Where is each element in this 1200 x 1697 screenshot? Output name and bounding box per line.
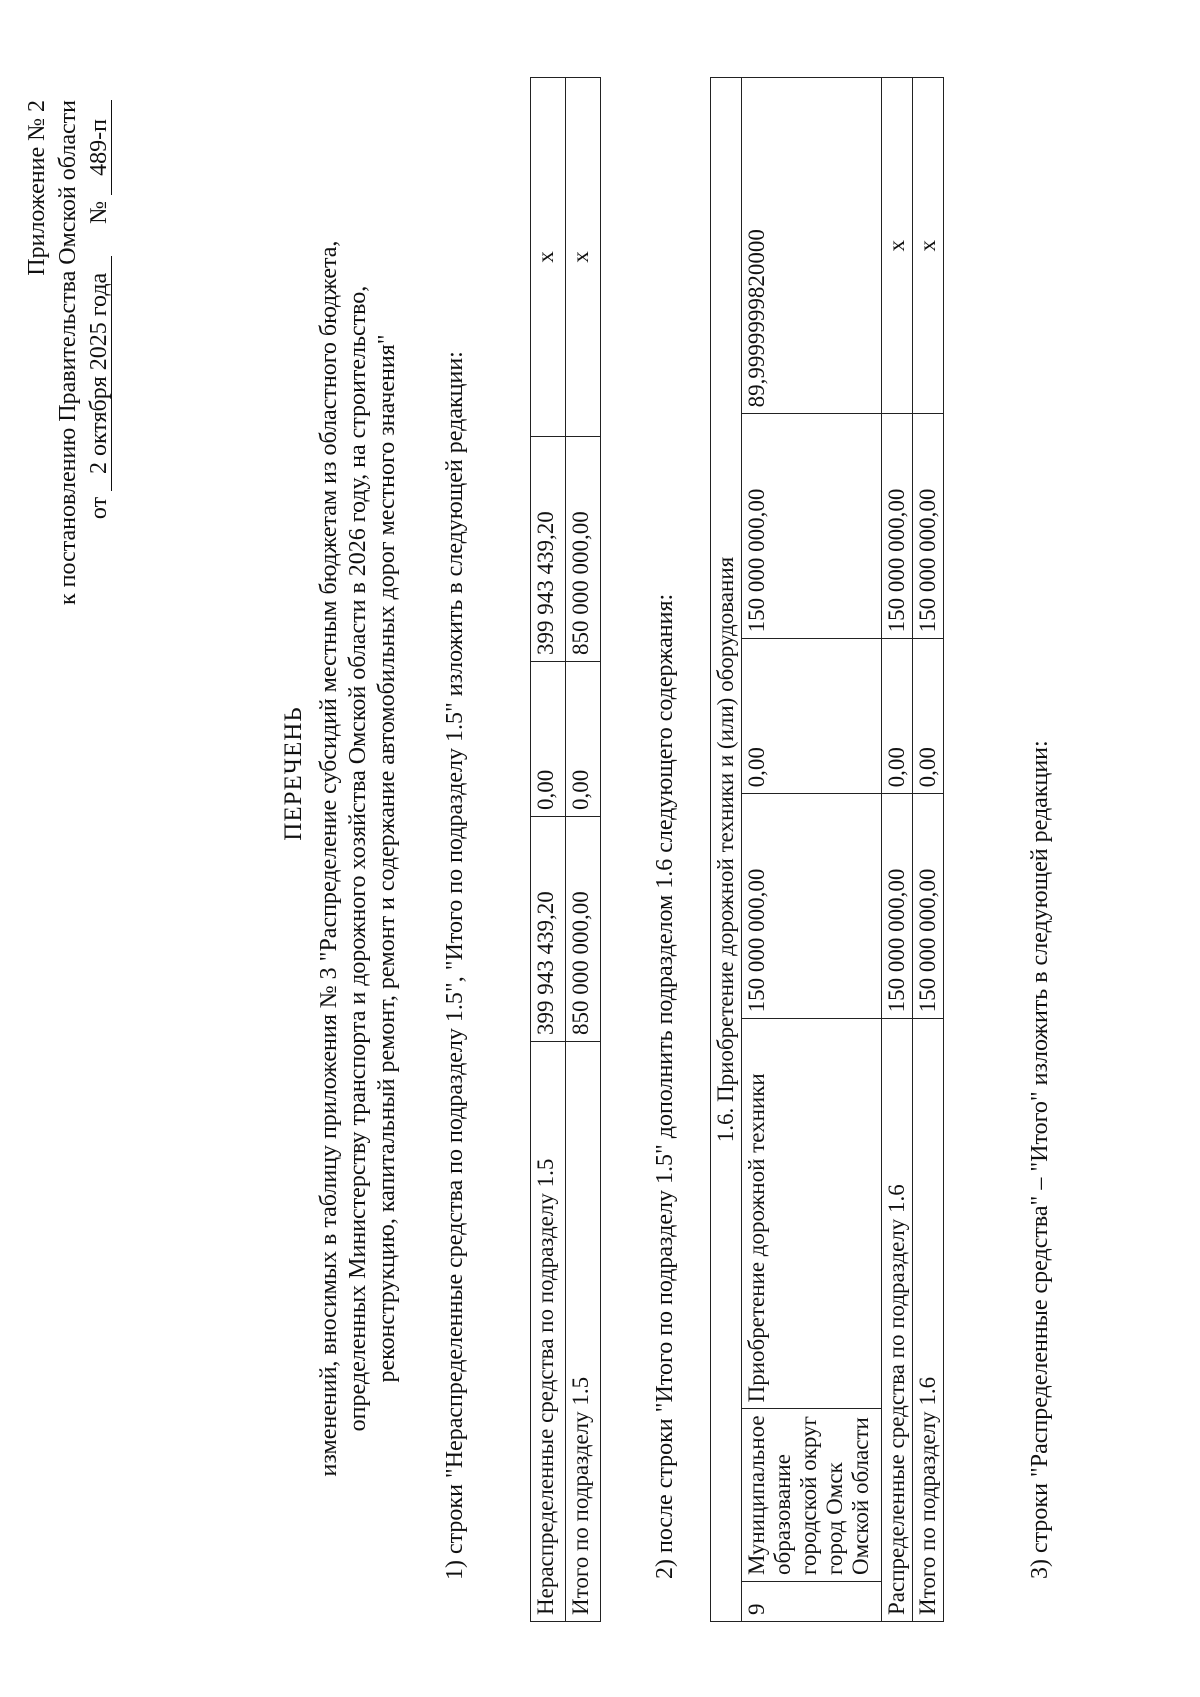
cell-value: 89,9999999820000 (742, 78, 882, 414)
row-label: Итого по подразделу 1.6 (913, 1019, 944, 1622)
cell-value: х (913, 78, 944, 414)
date-number-line (84, 100, 115, 605)
cell-value: 399 943 439,20 (531, 817, 566, 1042)
cell-value: 0,00 (913, 639, 944, 794)
cell-value: 150 000 000,00 (882, 794, 913, 1019)
cell-value: 0,00 (882, 639, 913, 794)
purpose-cell: Приобретение дорожной техники (742, 1019, 882, 1409)
cell-value: 850 000 000,00 (566, 437, 601, 662)
from-label: от (86, 496, 112, 520)
cell-value: х (882, 78, 913, 414)
cell-value: 399 943 439,20 (531, 437, 566, 662)
cell-value: 150 000 000,00 (742, 414, 882, 639)
paragraph-1: 1) строки "Нераспределенные средства по подразделу 1.5", "Итого по подразделу 1.5" изложить в следующей редакции: (442, 351, 468, 1580)
document-title: ПЕРЕЧЕНЬ (280, 706, 307, 841)
paragraph-3: 3) строки "Распределенные средства" – "Итого" изложить в следующей редакции: (1027, 740, 1053, 1579)
cell-value: 150 000 000,00 (882, 414, 913, 639)
cell-value: х (566, 78, 601, 437)
cell-value: 150 000 000,00 (913, 414, 944, 639)
table-subsection-1-5 (530, 77, 601, 1622)
table-row (742, 78, 882, 1622)
cell-value: х (531, 78, 566, 437)
resolution-label: к постановлению Правительства Омской области (55, 100, 81, 606)
subtitle-line: изменений, вносимых в таблицу приложения № 3 "Распределение субсидий местным бюджетам из областного бюджета, (316, 240, 342, 1477)
number-label: № (86, 201, 112, 224)
resolution-number: 489-п (87, 100, 112, 195)
table-row (882, 78, 913, 1622)
cell-value: 0,00 (566, 662, 601, 817)
table-row (531, 78, 566, 1622)
document-header (22, 100, 115, 605)
row-label: Нераспределенные средства по подразделу 1.5 (531, 1042, 566, 1622)
municipality-cell: Муниципальное образование городской округ город Омск Омской области (742, 1409, 882, 1582)
row-label: Распределенные средства по подразделу 1.6 (882, 1019, 913, 1622)
row-label: Итого по подразделу 1.5 (566, 1042, 601, 1622)
row-number: 9 (742, 1582, 882, 1622)
appendix-label: Приложение № 2 (24, 100, 50, 276)
resolution-date: 2 октября 2025 года (87, 256, 112, 491)
cell-value: 0,00 (531, 662, 566, 817)
section-title-row (711, 78, 742, 1622)
section-title: 1.6. Приобретение дорожной техники и (или) оборудования (711, 78, 742, 1622)
table-subsection-1-6 (710, 77, 944, 1622)
table-row (566, 78, 601, 1622)
cell-value: 850 000 000,00 (566, 817, 601, 1042)
document-subtitle (315, 140, 402, 1577)
table-row (913, 78, 944, 1622)
subtitle-line: определенных Министерству транспорта и дорожного хозяйства Омской области в 2026 году, на строительство, (345, 285, 371, 1432)
cell-value: 150 000 000,00 (742, 794, 882, 1019)
paragraph-2: 2) после строки "Итого по подразделу 1.5" дополнить подразделом 1.6 следующего содержания: (652, 593, 678, 1579)
subtitle-line: реконструкцию, капитальный ремонт, ремонт и содержание автомобильных дорог местного значения" (374, 334, 400, 1383)
cell-value: 150 000 000,00 (913, 794, 944, 1019)
cell-value: 0,00 (742, 639, 882, 794)
